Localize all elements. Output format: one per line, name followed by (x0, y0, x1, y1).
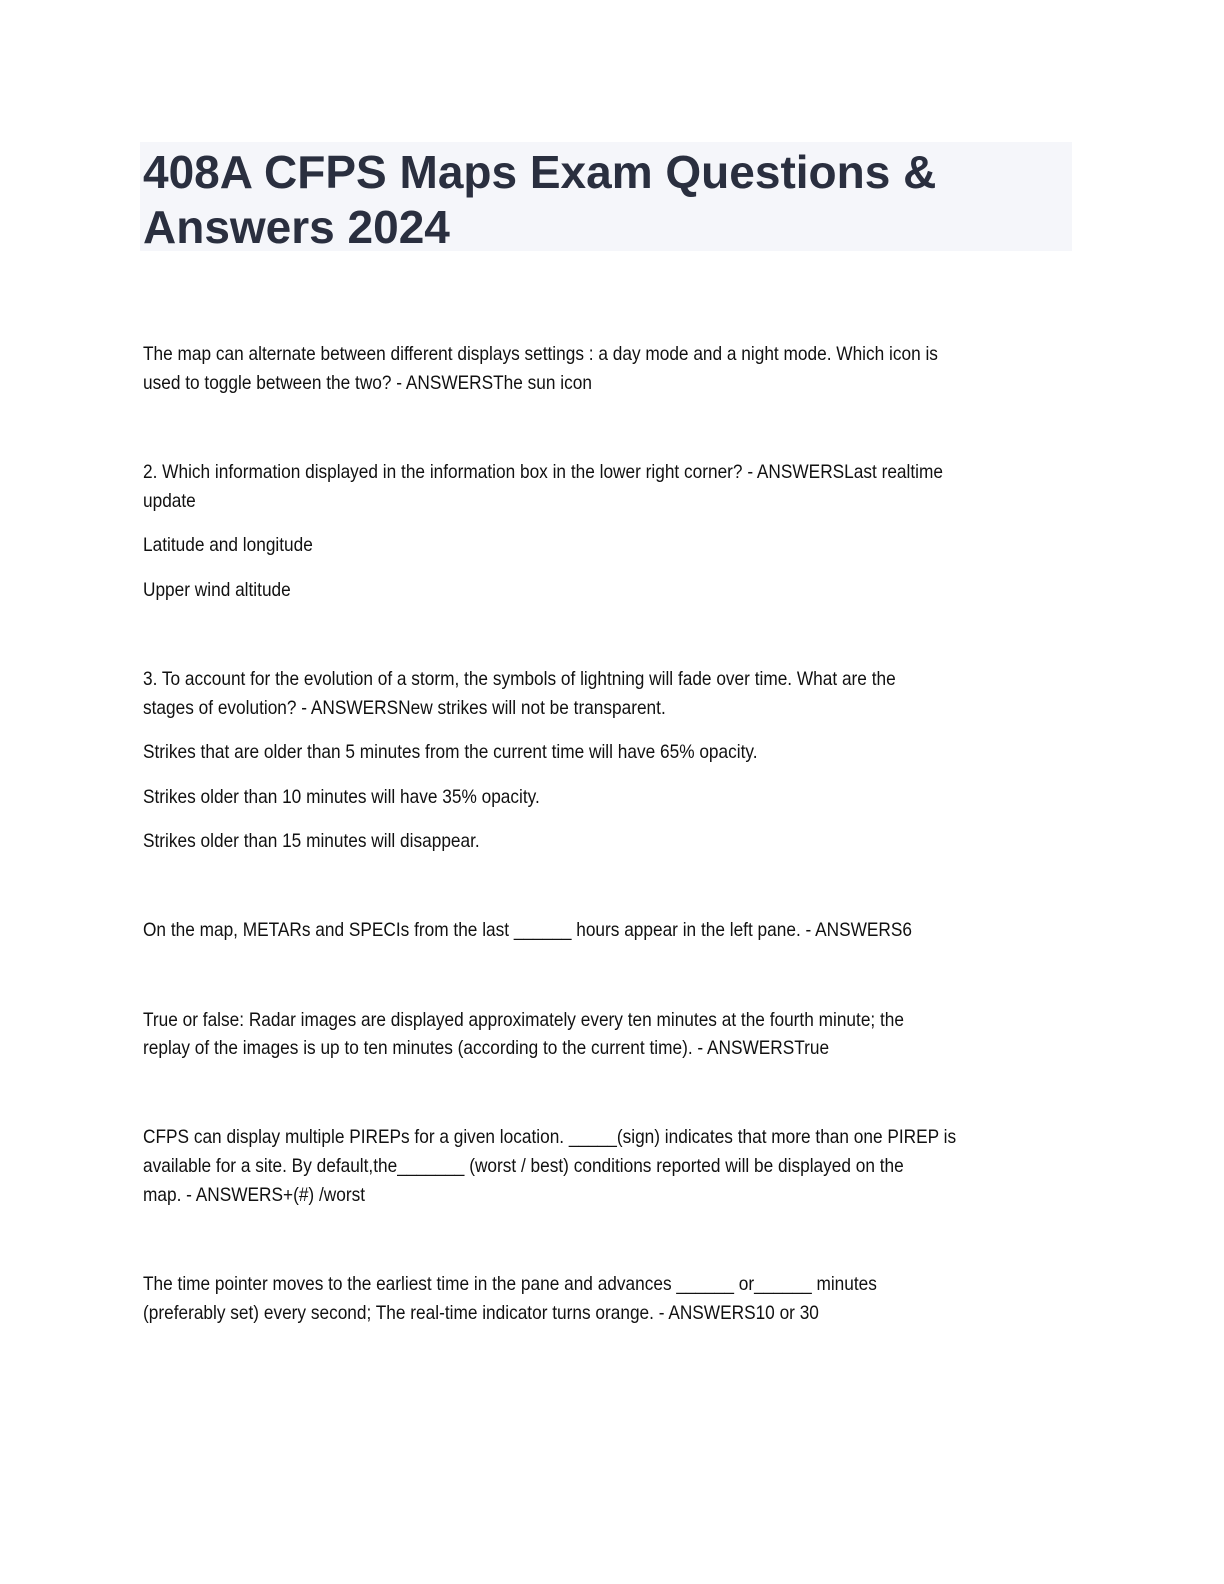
question-text: 3. To account for the evolution of a storm, the symbols of lightning will fade over time. What are the (143, 668, 896, 690)
answer-text: Strikes older than 10 minutes will have 35% opacity. (143, 786, 540, 808)
question-text: used to toggle between the two? - ANSWERSThe sun icon (143, 372, 592, 394)
question-text: update (143, 490, 196, 512)
document-title (140, 142, 1072, 251)
answer-text: Latitude and longitude (143, 534, 313, 556)
question-text: available for a site. By default,the_______ (worst / best) conditions reported will be displayed on the (143, 1155, 904, 1177)
title-line-2: Answers 2024 (143, 201, 450, 253)
answer-text: Strikes that are older than 5 minutes from the current time will have 65% opacity. (143, 741, 758, 763)
question-text: CFPS can display multiple PIREPs for a given location. _____(sign) indicates that more than one PIREP is (143, 1126, 957, 1148)
answer-text: Strikes older than 15 minutes will disappear. (143, 830, 480, 852)
question-text: stages of evolution? - ANSWERSNew strikes will not be transparent. (143, 697, 666, 719)
question-text: The map can alternate between different displays settings : a day mode and a night mode. Which icon is (143, 343, 938, 365)
question-text: 2. Which information displayed in the information box in the lower right corner? - ANSWERSLast realtime (143, 461, 943, 483)
title-line-1: 408A CFPS Maps Exam Questions & (143, 146, 937, 198)
answer-text: Upper wind altitude (143, 579, 291, 601)
question-text: (preferably set) every second; The real-time indicator turns orange. - ANSWERS10 or 30 (143, 1302, 819, 1324)
question-text: replay of the images is up to ten minutes (according to the current time). - ANSWERSTrue (143, 1037, 830, 1059)
question-text: map. - ANSWERS+(#) /worst (143, 1184, 365, 1206)
question-text: The time pointer moves to the earliest time in the pane and advances ______ or______ minutes (143, 1273, 877, 1295)
question-text: True or false: Radar images are displayed approximately every ten minutes at the fourth minute; the (143, 1009, 905, 1031)
question-text: On the map, METARs and SPECIs from the last ______ hours appear in the left pane. - ANSWERS6 (143, 919, 912, 941)
